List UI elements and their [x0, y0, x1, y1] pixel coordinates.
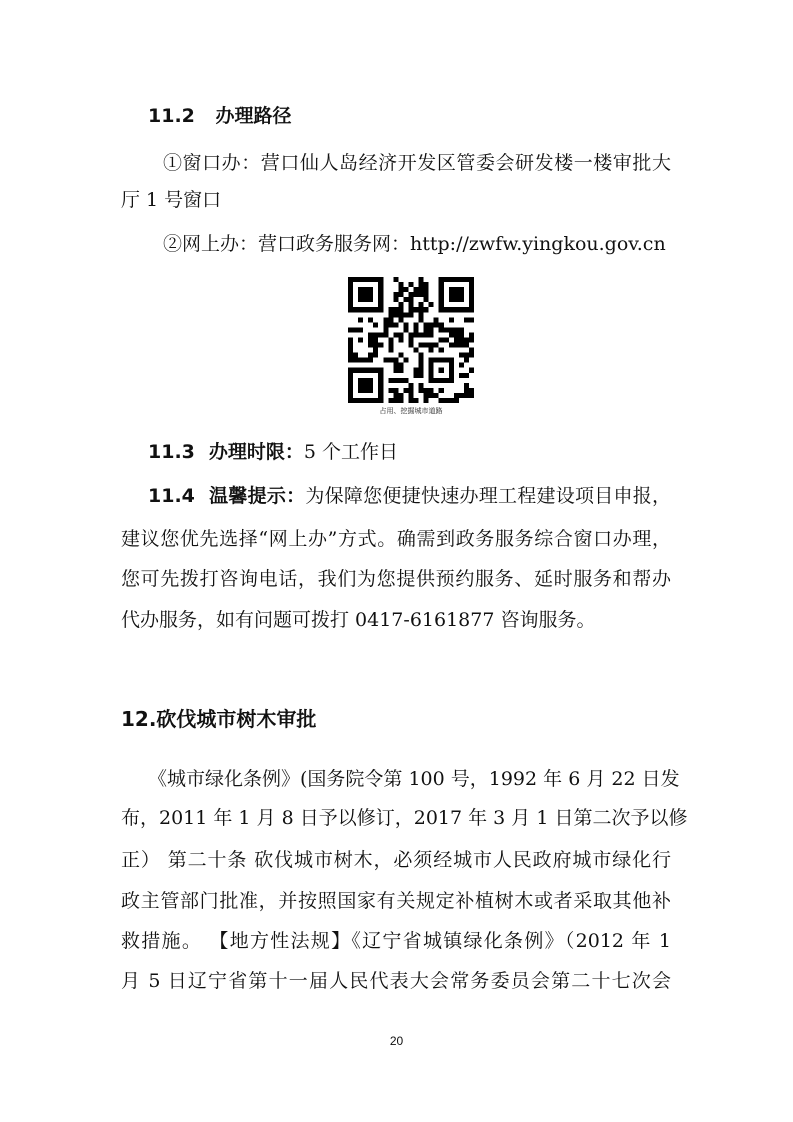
body-line: 《城市绿化条例》(国务院令第 100 号，1992 年 6 月 22 日发	[148, 768, 680, 790]
body-line: 正） 第二十条 砍伐城市树木，必须经城市人民政府城市绿化行	[121, 849, 671, 871]
online-office-line	[163, 231, 666, 257]
processing-time: 5 个工作日	[303, 441, 399, 463]
qr-caption: 占用、挖掘城市道路	[379, 407, 443, 415]
tip-text-3: 您可先拨打咨询电话，我们为您提供预约服务、延时服务和帮办	[121, 568, 671, 590]
section-number: 11.4	[148, 485, 195, 507]
body-line: 政主管部门批准，并按照国家有关规定补植树木或者采取其他补	[121, 890, 671, 912]
window-office-line-1	[163, 150, 671, 176]
window-office-line-2: 厅 1 号窗口	[121, 189, 222, 211]
section-number: 11.2	[148, 105, 195, 127]
section-11-4-line-1	[148, 483, 671, 509]
section-title: 温馨提示：	[208, 485, 306, 507]
tip-text-1: 为保障您便捷快速办理工程建设项目申报，	[305, 485, 671, 507]
online-office-label: ②网上办：	[163, 233, 259, 255]
tip-text-4: 代办服务，如有问题可拨打 0417-6161877 咨询服务。	[121, 609, 596, 631]
body-line: 救措施。 【地方性法规】《辽宁省城镇绿化条例》（2012 年 1	[121, 930, 671, 952]
section-12-heading: 12.砍伐城市树木审批	[121, 707, 317, 731]
online-office-text: 营口政务服务网：http://zwfw.yingkou.gov.cn	[258, 233, 666, 255]
section-number: 11.3	[148, 441, 195, 463]
section-title: 办理路径	[215, 105, 292, 127]
section-title: 办理时限：	[208, 441, 304, 463]
page-number: 20	[389, 1034, 404, 1048]
body-line: 月 5 日辽宁省第十一届人民代表大会常务委员会第二十七次会	[121, 970, 671, 992]
section-11-2-heading	[148, 103, 292, 129]
window-office-label: ①窗口办：	[163, 152, 261, 174]
tip-text-2: 建议您优先选择“网上办”方式。确需到政务服务综合窗口办理，	[121, 528, 671, 550]
window-office-text: 营口仙人岛经济开发区管委会研发楼一楼审批大	[260, 152, 671, 174]
body-line: 布，2011 年 1 月 8 日予以修订，2017 年 3 月 1 日第二次予以修	[121, 807, 688, 829]
section-11-3-line	[148, 439, 398, 465]
qr-code-image	[348, 277, 474, 403]
